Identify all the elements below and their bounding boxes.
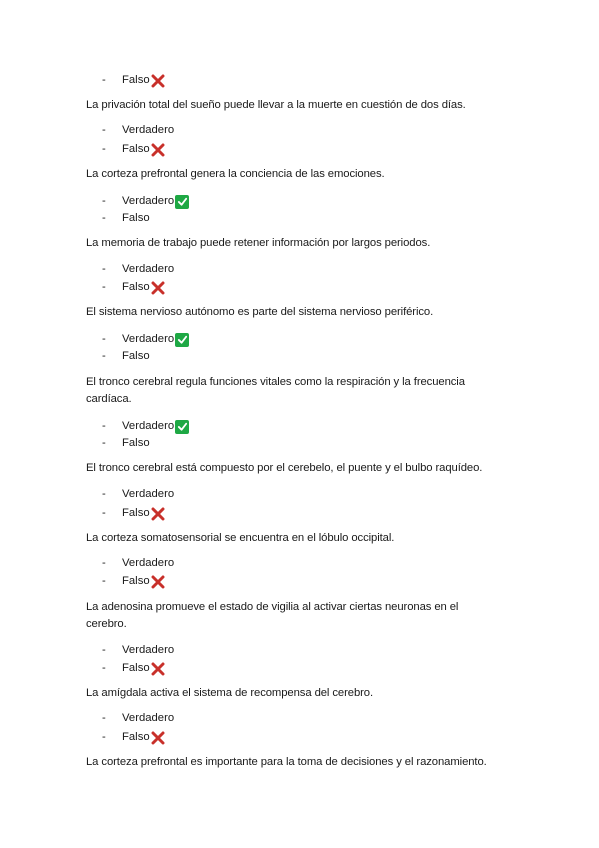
- option-label: Verdadero: [122, 712, 175, 724]
- option-label: Verdadero: [122, 488, 175, 500]
- option-true: [102, 193, 189, 210]
- option-label: Falso: [122, 731, 150, 743]
- question-text: La memoria de trabajo puede retener información por largos periodos.: [86, 237, 431, 249]
- cross-mark-icon: [151, 74, 165, 88]
- option-false: [102, 279, 165, 296]
- cross-mark-icon: [151, 507, 165, 521]
- cross-mark-icon: [151, 662, 165, 676]
- option-true: [102, 555, 174, 572]
- option-label: Verdadero: [122, 644, 175, 656]
- question-text: El tronco cerebral regula funciones vitales como la respiración y la frecuencia cardíaca.: [86, 376, 465, 405]
- question-text: La amígdala activa el sistema de recompensa del cerebro.: [86, 687, 374, 699]
- option-label: Verdadero: [122, 195, 175, 207]
- option-true: [102, 261, 174, 278]
- option-true: [102, 418, 189, 435]
- option-true: [102, 642, 174, 659]
- option-label: Verdadero: [122, 124, 175, 136]
- list-dash: -: [102, 281, 106, 293]
- list-dash: -: [102, 143, 106, 155]
- cross-mark-icon: [151, 281, 165, 295]
- cross-mark-icon: [151, 143, 165, 157]
- option-false: [102, 141, 165, 158]
- list-dash: -: [102, 124, 106, 136]
- check-mark-icon: [175, 333, 189, 347]
- option-true: [102, 331, 189, 348]
- option-label: Falso: [122, 662, 150, 674]
- option-false: [102, 660, 165, 677]
- list-dash: -: [102, 263, 106, 275]
- list-dash: -: [102, 437, 106, 449]
- option-false: [102, 573, 165, 590]
- question-text: La corteza somatosensorial se encuentra en el lóbulo occipital.: [86, 532, 395, 544]
- option-label: Verdadero: [122, 333, 175, 345]
- list-dash: -: [102, 557, 106, 569]
- option-label: Falso: [122, 507, 150, 519]
- list-dash: -: [102, 575, 106, 587]
- question-text: La corteza prefrontal genera la conciencia de las emociones.: [86, 168, 385, 180]
- option-false: [102, 435, 150, 452]
- question-text: La corteza prefrontal es importante para la toma de decisiones y el razonamiento.: [86, 756, 487, 768]
- option-false: [102, 210, 150, 227]
- list-dash: -: [102, 212, 106, 224]
- cross-mark-icon: [151, 731, 165, 745]
- option-label: Verdadero: [122, 263, 175, 275]
- cross-mark-icon: [151, 575, 165, 589]
- option-false: [102, 348, 150, 365]
- list-dash: -: [102, 662, 106, 674]
- list-dash: -: [102, 507, 106, 519]
- option-label: Falso: [122, 350, 150, 362]
- question-text: La privación total del sueño puede llevar a la muerte en cuestión de dos días.: [86, 99, 466, 111]
- question-text: El tronco cerebral está compuesto por el cerebelo, el puente y el bulbo raquídeo.: [86, 462, 483, 474]
- list-dash: -: [102, 333, 106, 345]
- list-dash: -: [102, 420, 106, 432]
- check-mark-icon: [175, 195, 189, 209]
- list-dash: -: [102, 195, 106, 207]
- option-label: Verdadero: [122, 557, 175, 569]
- list-dash: -: [102, 350, 106, 362]
- list-dash: -: [102, 712, 106, 724]
- option-label: Falso: [122, 437, 150, 449]
- list-dash: -: [102, 488, 106, 500]
- option-label: Falso: [122, 575, 150, 587]
- list-dash: -: [102, 644, 106, 656]
- option-false: [102, 729, 165, 746]
- option-true: [102, 122, 174, 139]
- option-label: Falso: [122, 281, 150, 293]
- question-text: El sistema nervioso autónomo es parte del sistema nervioso periférico.: [86, 306, 434, 318]
- option-label: Falso: [122, 212, 150, 224]
- option-label: Falso: [122, 74, 150, 86]
- option-true: [102, 486, 174, 503]
- list-dash: -: [102, 731, 106, 743]
- option-label: Verdadero: [122, 420, 175, 432]
- option-false: [102, 505, 165, 522]
- check-mark-icon: [175, 420, 189, 434]
- option-false: [102, 72, 165, 89]
- option-label: Falso: [122, 143, 150, 155]
- question-text: La adenosina promueve el estado de vigilia al activar ciertas neuronas en el cerebro.: [86, 601, 459, 630]
- list-dash: -: [102, 74, 106, 86]
- option-true: [102, 710, 174, 727]
